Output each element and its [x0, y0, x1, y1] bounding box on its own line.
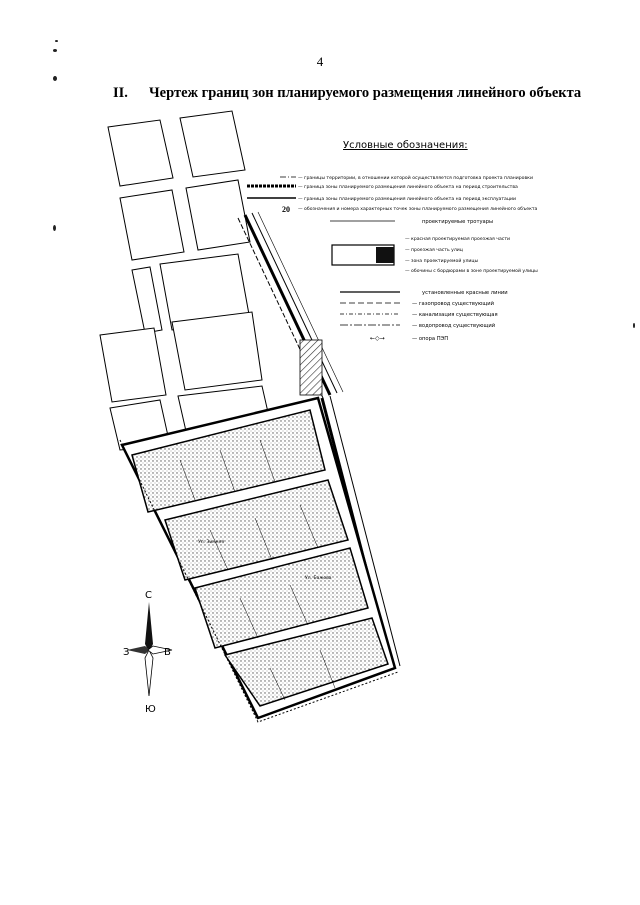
compass-south: Ю: [145, 704, 156, 715]
compass-rose: [123, 590, 172, 715]
hatched-road-zone: [300, 340, 322, 395]
legend-item: — граница зоны планируемого размещения линейного объекта на период строительства: [298, 185, 518, 190]
legend-item: проектируемые тротуары: [422, 219, 494, 225]
compass-north: С: [145, 590, 152, 601]
legend-item: — канализация существующая: [412, 312, 498, 318]
section-number: II.: [113, 85, 128, 101]
legend-item: установленные красные линии: [422, 290, 508, 296]
page-number: 4: [316, 54, 324, 69]
legend-item: — границы территории, в отношении которой осуществляется подготовка проекта планировки: [298, 176, 533, 181]
legend-item: — опора ПЭП: [412, 336, 449, 342]
point-number: 20: [282, 205, 290, 214]
compass-west: З: [123, 647, 130, 658]
section-title: Чертеж границ зон планируемого размещения линейного объекта: [149, 85, 582, 101]
map-label: Ул. Зимняя: [198, 540, 225, 545]
legend-item: — граница зоны планируемого размещения линейного объекта на период эксплуатации: [298, 197, 516, 202]
legend-item: — водопровод существующий: [412, 323, 496, 329]
pole-symbol: ←◇→: [370, 335, 385, 342]
legend-item: — зона проектируемой улицы: [405, 259, 479, 264]
legend-item: — обозначения и номера характерных точек зоны планируемого размещения линейного объекта: [298, 207, 538, 212]
map-label: Ул. Бажова: [305, 576, 332, 581]
city-blocks: [100, 111, 272, 450]
legend-item: — обочины с бордюрами в зоне проектируемой улицы: [405, 269, 538, 274]
development-area: [120, 398, 398, 722]
legend-title: Условные обозначения:: [343, 140, 468, 151]
legend-item: — красная проектируемая проезжая части: [405, 237, 510, 242]
legend-item: — газопровод существующий: [412, 301, 494, 307]
compass-east: В: [164, 647, 171, 658]
legend-item: — проезжая часть улиц: [405, 248, 463, 253]
